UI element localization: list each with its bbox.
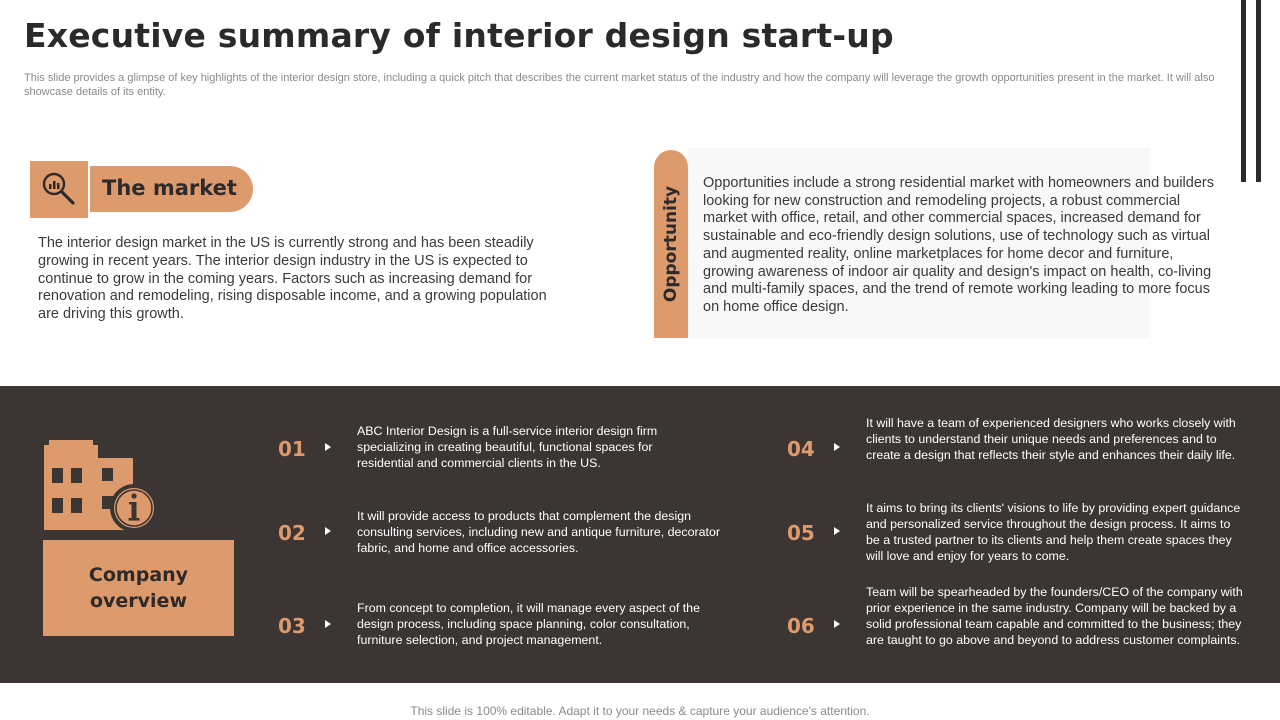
arrow-icon [325,443,331,451]
item-text-02: It will provide access to products that complement the design consulting services, including new and antique furniture, decorator fabric, and home and office accessories. [357,509,720,555]
market-heading: The market [102,176,237,200]
item-number-05: 05 [787,521,815,545]
company-overview-box [43,540,234,636]
decor-bar-left [1241,0,1246,182]
company-overview-label: Company overview [88,564,189,612]
item-text-03: From concept to completion, it will manage every aspect of the design process, including space planning, color consultation, furniture selection, and project management. [357,601,700,647]
arrow-icon [325,620,331,628]
item-number-01: 01 [278,437,306,461]
page-title: Executive summary of interior design start-up [24,16,894,55]
item-text-01: ABC Interior Design is a full-service interior design firm specializing in creating beautiful, functional spaces for residential and commercial clients in the US. [357,424,658,470]
arrow-icon [834,527,840,535]
opportunity-text: Opportunities include a strong residential market with homeowners and builders looking for new construction and remodeling projects, a robust commercial market with office, retail, and other commercial spaces, increased demand for sustainable and eco-friendly design solutions, use of technology such as virtual and augmented reality, online marketplaces for home decor and furniture, growing awareness of indoor air quality and design's impact on health, co-living and multi-family spaces, and the trend of remote working leading to more focus on home office design. [703,175,1214,315]
item-text-06: Team will be spearheaded by the founders/CEO of the company with prior experience in the same industry. Company will be backed by a solid professional team capable and committed to the business; they are taught to go above and beyond to address customer complaints. [866,585,1243,647]
footer-note: This slide is 100% editable. Adapt it to your needs & capture your audience's attention. [410,704,870,718]
magnifier-chart-icon [40,170,78,208]
item-number-06: 06 [787,614,815,638]
opportunity-label: Opportunity [661,185,681,303]
page-subtitle: This slide provides a glimpse of key highlights of the interior design store, including a quick pitch that describes the current market status of the industry and how the company will leverage the growth opportunities present in the market. It will also showcase details of its entity. [24,72,1215,98]
building-info-icon [44,440,164,534]
item-number-04: 04 [787,437,815,461]
item-text-04: It will have a team of experienced designers who works closely with clients to understand their unique needs and preferences and to create a design that reflects their style and enhances their daily life. [866,416,1236,462]
market-text: The interior design market in the US is currently strong and has been steadily growing in recent years. The interior design industry in the US is expected to continue to grow in the coming years. Factors such as increasing demand for renovation and remodeling, rising disposable income, and a growing population are driving this growth. [38,235,547,323]
arrow-icon [325,527,331,535]
decor-bar-right [1256,0,1261,182]
market-heading-pill [90,166,253,212]
arrow-icon [834,620,840,628]
item-number-03: 03 [278,614,306,638]
item-number-02: 02 [278,521,306,545]
item-text-05: It aims to bring its clients' visions to life by providing expert guidance and personalized service throughout the design process. It aims to be a trusted partner to its clients and help them create spaces they will love and enjoy for years to come. [866,501,1241,563]
arrow-icon [834,443,840,451]
market-icon-box [30,161,88,218]
